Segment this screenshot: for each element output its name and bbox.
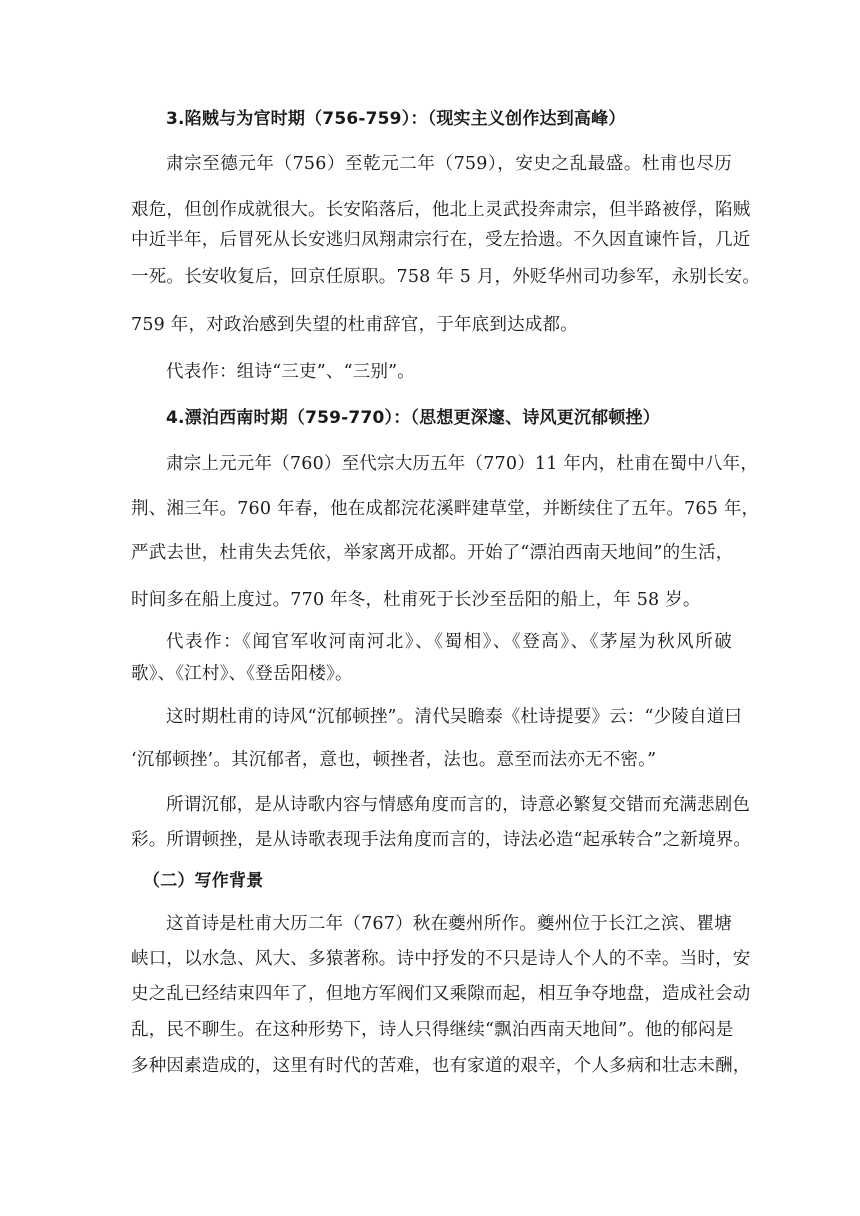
paragraph-line: 艰危，但创作成就很大。长安陷落后，他北上灵武投奔肃宗，但半路被俘，陷贼 <box>131 200 751 220</box>
paragraph-line: 荆、湘三年。760 年春，他在成都浣花溪畔建草堂，并断续住了五年。765 年， <box>131 499 760 519</box>
section-4-works-cont: 歌》、《江村》、《登岳阳楼》。 <box>131 664 353 684</box>
paragraph-line: 史之乱已经结束四年了，但地方军阀们又乘隙而起，相互争夺地盘，造成社会动 <box>131 984 751 1004</box>
paragraph-line: 这首诗是杜甫大历二年（767）秋在夔州所作。夔州位于长江之滨、瞿塘 <box>166 914 732 934</box>
paragraph-line: 所谓沉郁，是从诗歌内容与情感角度而言的，诗意必繁复交错而充满悲剧色 <box>166 795 751 815</box>
paragraph-line: 乱，民不聊生。在这种形势下，诗人只得继续“飘泊西南天地间”。他的郁闷是 <box>131 1020 734 1040</box>
section-3-works: 代表作：组诗“三吏”、“三别”。 <box>166 362 415 382</box>
section-3-heading: 3.陷贼与为官时期（756-759）：（现实主义创作达到高峰） <box>166 109 626 129</box>
paragraph-line: 759 年，对政治感到失望的杜甫辞官，于年底到达成都。 <box>131 315 578 335</box>
paragraph-line: 肃宗上元元年（760）至代宗大历五年（770）11 年内，杜甫在蜀中八年， <box>166 454 759 474</box>
section-4-works: 代表作：《闻官军收河南河北》、《蜀相》、《登高》、《茅屋为秋风所破 <box>166 632 732 652</box>
paragraph-line: 多种因素造成的，这里有时代的苦难，也有家道的艰辛，个人多病和壮志未酬， <box>131 1056 751 1076</box>
paragraph-line: 肃宗至德元年（756）至乾元二年（759），安史之乱最盛。杜甫也尽历 <box>166 154 732 174</box>
paragraph-line: 时间多在船上度过。770 年冬，杜甫死于长沙至岳阳的船上，年 58 岁。 <box>131 590 701 610</box>
background-heading: （二）写作背景 <box>143 871 264 891</box>
section-4-heading: 4.漂泊西南时期（759-770）：（思想更深邃、诗风更沉郁顿挫） <box>166 408 660 428</box>
paragraph-line: 这时期杜甫的诗风“沉郁顿挫”。清代吴瞻泰《杜诗提要》云：“少陵自道曰 <box>166 707 743 727</box>
paragraph-line: 中近半年，后冒死从长安逃归凤翔肃宗行在，受左拾遗。不久因直谏忤旨，几近 <box>131 230 751 250</box>
paragraph-line: 峡口，以水急、风大、多猿著称。诗中抒发的不只是诗人个人的不幸。当时，安 <box>131 949 751 969</box>
paragraph-line: 彩。所谓顿挫，是从诗歌表现手法角度而言的，诗法必造“起承转合”之新境界。 <box>131 830 752 850</box>
paragraph-line: ‘沉郁顿挫’。其沉郁者，意也，顿挫者，法也。意至而法亦无不密。” <box>131 750 657 770</box>
paragraph-line: 一死。长安收复后，回京任原职。758 年 5 月，外贬华州司功参军，永别长安。 <box>131 267 761 287</box>
paragraph-line: 严武去世，杜甫失去凭依，举家离开成都。开始了“漂泊西南天地间”的生活， <box>131 543 734 563</box>
